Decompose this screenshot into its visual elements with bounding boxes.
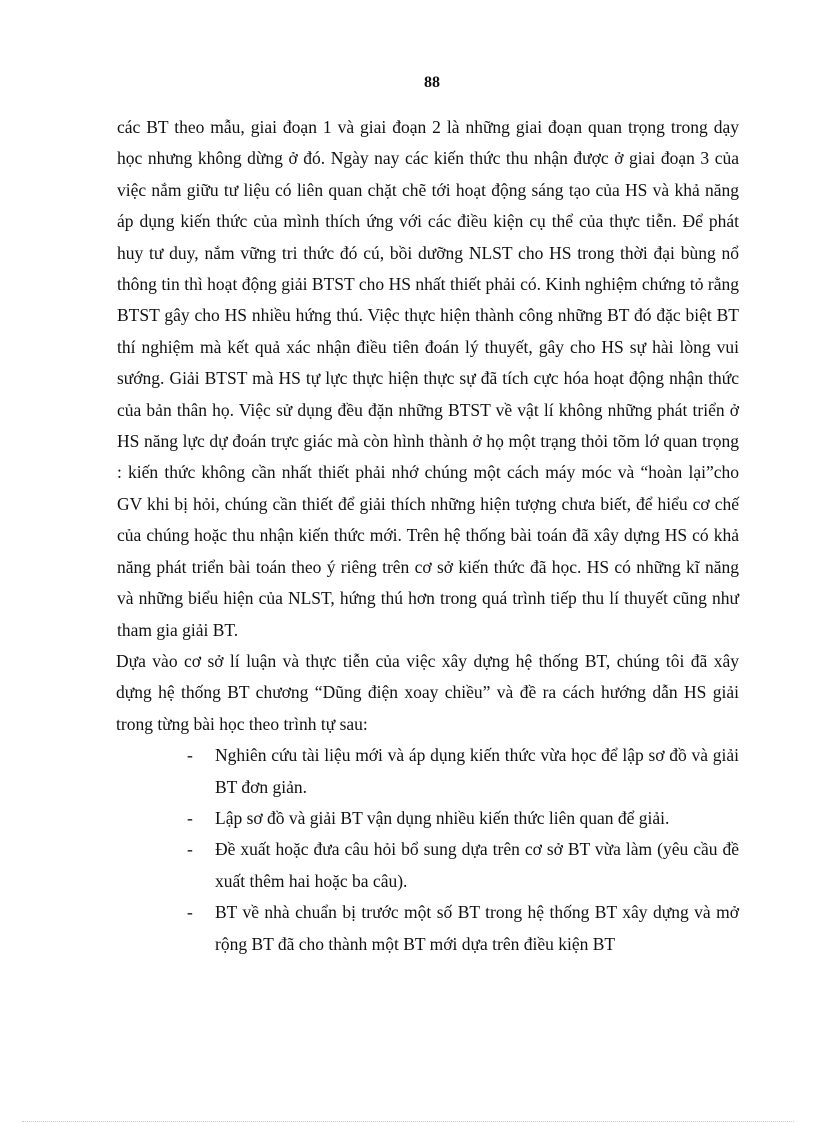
page-bottom-divider [22,1121,794,1122]
page-body [117,112,739,960]
bullet-dash: - [187,902,193,923]
steps-list [187,740,739,960]
list-item-text: Đề xuất hoặc đưa câu hỏi bổ sung dựa trên cơ sở BT vừa làm (yêu cầu đề xuất thêm hai hoặc ba câu). [215,839,739,891]
list-item [187,740,739,803]
list-item [187,897,739,960]
bullet-dash: - [187,807,193,828]
body-paragraph-1: các BT theo mẫu, giai đoạn 1 và giai đoạn 2 là những giai đoạn quan trọng trong dạy học nhưng không dừng ở đó. Ngày nay các kiến thức thu nhận được ở giai đoạn 3 của việc nắm giữu tư liệu có liên quan chặt chẽ tới hoạt động sáng tạo của HS và khả năng áp dụng kiến thức của mình thích ứng với các điều kiện cụ thể của thực tiễn. Để phát huy tư duy, nắm vững tri thức đó cú, bồi dưỡng NLST cho HS trong thời đại bùng nổ thông tin thì hoạt động giải BTST cho HS nhất thiết phải có. Kinh nghiệm chứng tỏ rằng BTST gây cho HS nhiều hứng thú. Việc thực hiện thành công những BT đó đặc biệt BT thí nghiệm mà kết quả xác nhận điều tiên đoán lý thuyết, gây cho HS sự hài lòng vui sướng. Giải BTST mà HS tự lực thực hiện thực sự đã tích cực hóa hoạt động nhận thức của bản thân họ. Việc sử dụng đều đặn những BTST về vật lí không những phát triển ở HS năng lực dự đoán trực giác mà còn hình thành ở họ một trạng thỏi tõm lớ quan trọng : kiến thức không cần nhất thiết phải nhớ chúng một cách máy móc và “hoàn lại”cho GV khi bị hỏi, chúng cần thiết để giải thích những hiện tượng chưa biết, để hiểu cơ chế của chúng hoặc thu nhận kiến thức mới. Trên hệ thống bài toán đã xây dựng HS có khả năng phát triển bài toán theo ý riêng trên cơ sở kiến thức đã học. HS có những kĩ năng và những biểu hiện của NLST, hứng thú hơn trong quá trình tiếp thu lí thuyết cũng như tham gia giải BT. [117,117,739,640]
list-item [187,803,739,834]
list-item-text: Lập sơ đồ và giải BT vận dụng nhiều kiến thức liên quan để giải. [215,807,670,828]
list-item [187,834,739,897]
list-item-text: Nghiên cứu tài liệu mới và áp dụng kiến thức vừa học để lập sơ đồ và giải BT đơn giản. [215,745,739,797]
body-paragraph-2: Dựa vào cơ sở lí luận và thực tiễn của việc xây dựng hệ thống BT, chúng tôi đã xây dựng hệ thống BT chương “Dũng điện xoay chiều” và đề ra cách hướng dẫn HS giải trong từng bài học theo trình tự sau: [116,650,739,734]
bullet-dash: - [187,745,193,766]
bullet-dash: - [187,839,193,860]
page-number: 88 [424,74,440,91]
list-item-text: BT về nhà chuẩn bị trước một số BT trong hệ thống BT xây dựng và mở rộng BT đã cho thành một BT mới dựa trên điều kiện BT [215,902,739,954]
